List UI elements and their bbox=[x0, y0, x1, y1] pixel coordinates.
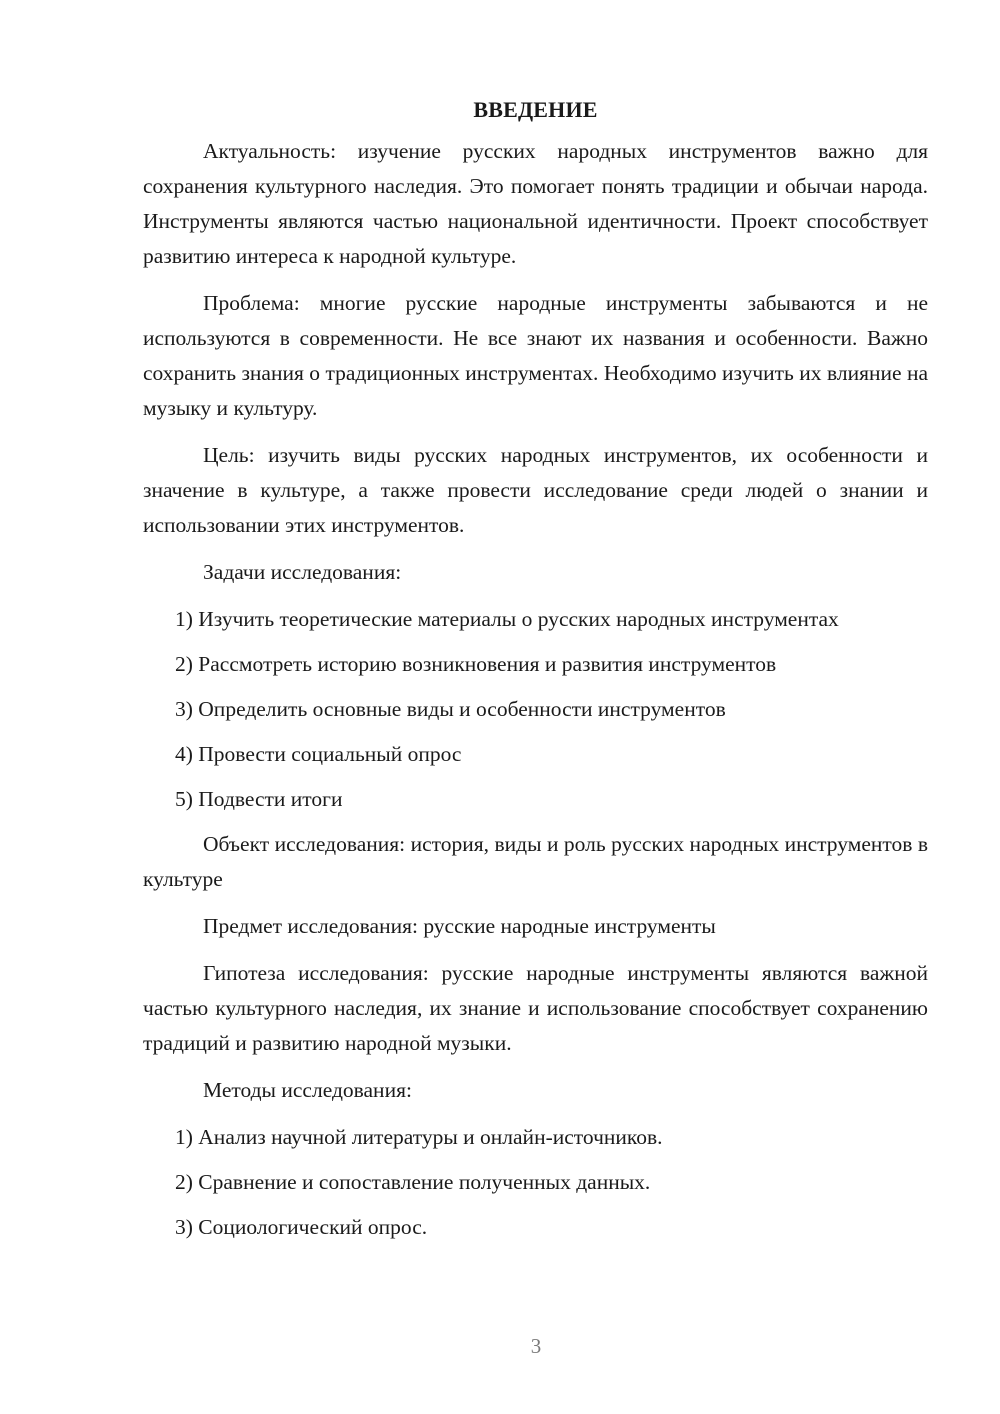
task-item: 4) Провести социальный опрос bbox=[175, 742, 462, 766]
task-item: 2) Рассмотреть историю возникновения и развития инструментов bbox=[175, 652, 777, 676]
subject-paragraph: Предмет исследования: русские народные инструменты bbox=[203, 914, 716, 938]
task-item: 1) Изучить теоретические материалы о русских народных инструментах bbox=[175, 607, 839, 631]
task-item: 5) Подвести итоги bbox=[175, 787, 343, 811]
method-item: 2) Сравнение и сопоставление полученных данных. bbox=[175, 1170, 651, 1194]
task-item: 3) Определить основные виды и особенности инструментов bbox=[175, 697, 726, 721]
relevance-paragraph: Актуальность: изучение русских народных инструментов важно для сохранения культурного наследия. Это помогает понять традиции и обычаи народа. Инструменты являются частью национальной идентичности. Проект способствует развитию интереса к народной культуре. bbox=[143, 139, 928, 268]
page-number: 3 bbox=[530, 1334, 542, 1358]
document-title: ВВЕДЕНИЕ bbox=[473, 97, 598, 122]
object-paragraph: Объект исследования: история, виды и роль русских народных инструментов в культуре bbox=[143, 832, 928, 891]
method-item: 1) Анализ научной литературы и онлайн-источников. bbox=[175, 1125, 663, 1149]
document-page bbox=[143, 92, 928, 1255]
method-item: 3) Социологический опрос. bbox=[175, 1215, 428, 1239]
goal-paragraph: Цель: изучить виды русских народных инструментов, их особенности и значение в культуре, а также провести исследование среди людей о знании и использовании этих инструментов. bbox=[143, 443, 928, 537]
tasks-heading: Задачи исследования: bbox=[203, 560, 402, 584]
problem-paragraph: Проблема: многие русские народные инструменты забываются и не используются в современности. Не все знают их названия и особенности. Важно сохранить знания о традиционных инструментах. Необходимо изучить их влияние на музыку и культуру. bbox=[143, 291, 928, 420]
methods-heading: Методы исследования: bbox=[203, 1078, 412, 1102]
hypothesis-paragraph: Гипотеза исследования: русские народные инструменты являются важной частью культурного наследия, их знание и использование способствует сохранению традиций и развитию народной музыки. bbox=[143, 961, 928, 1055]
